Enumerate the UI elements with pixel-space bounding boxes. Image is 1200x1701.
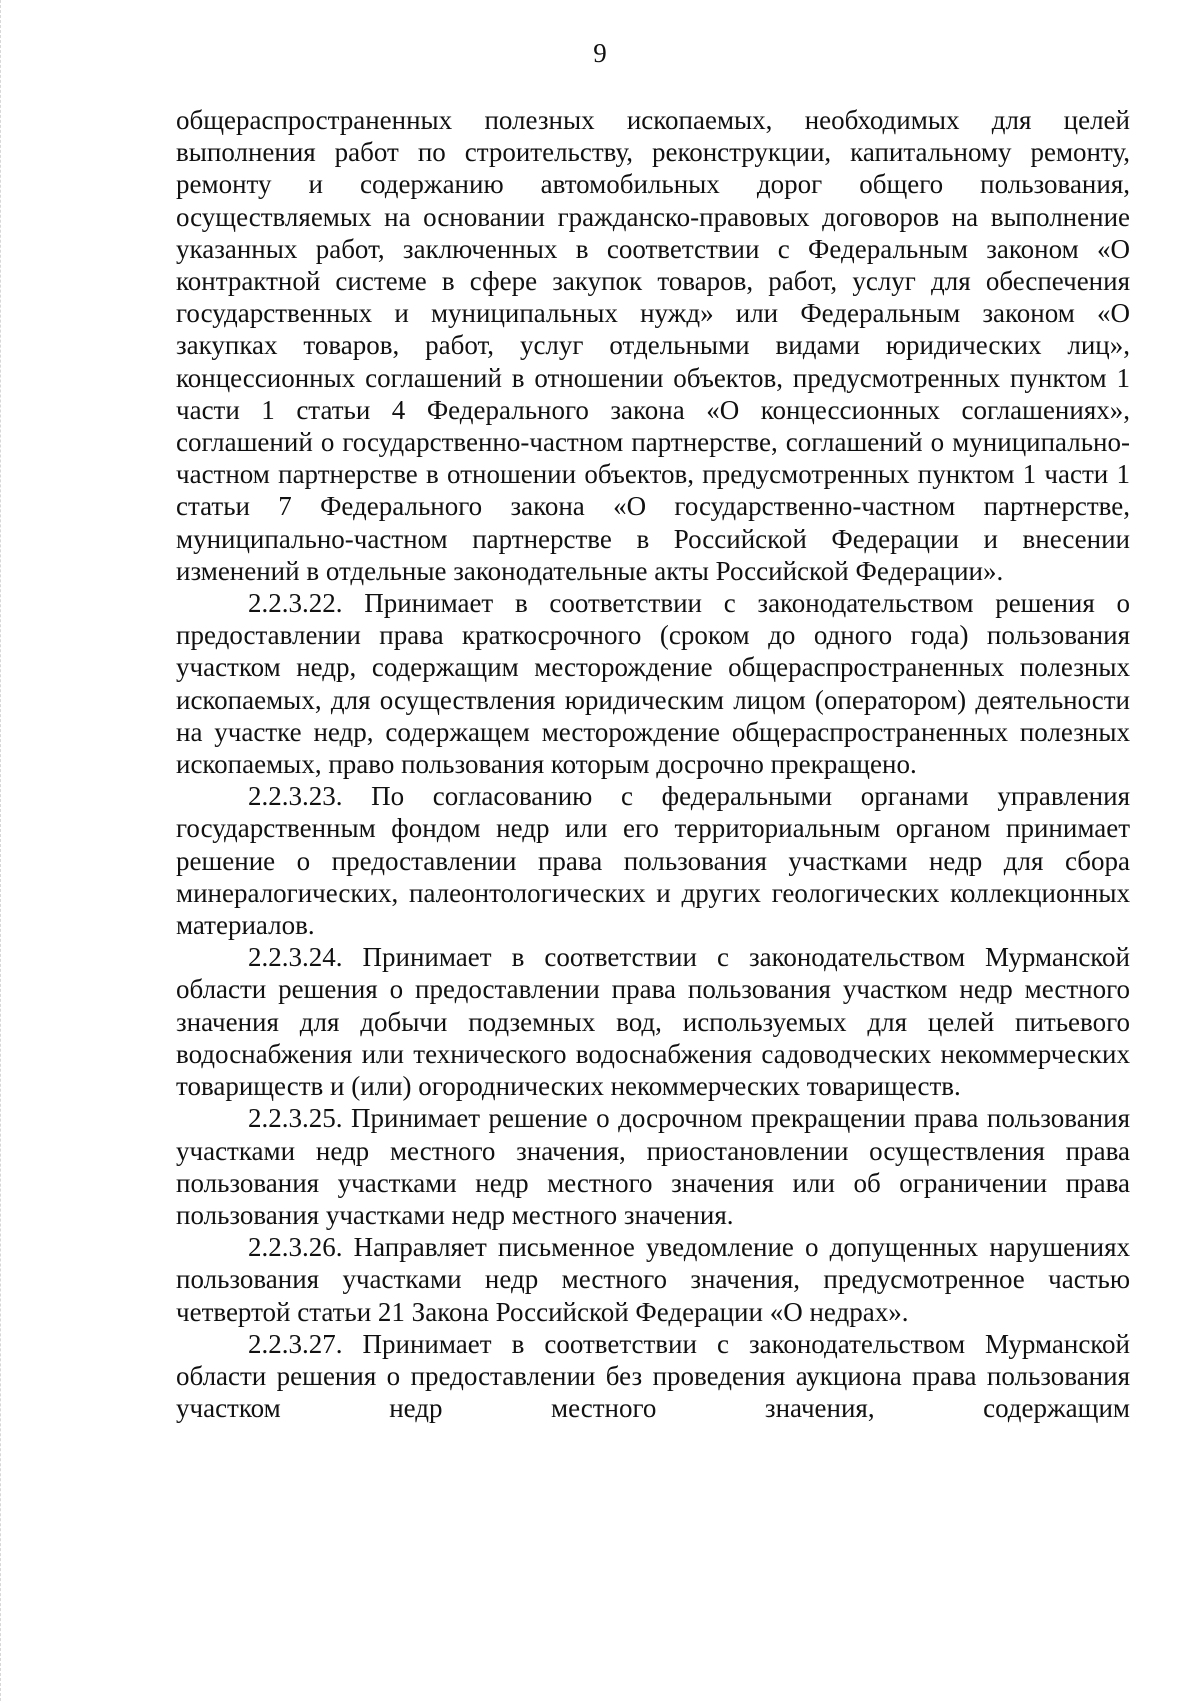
paragraph-2-2-3-22: 2.2.3.22. Принимает в соответствии с законодательством решения о предоставлении права краткосрочного (сроком до одного года) пользования участком недр, содержащим месторождение общераспространенных полезных ископаемых, для осуществления юридическим лицом (оператором) деятельности на участке недр, содержащем месторождение общераспространенных полезных ископаемых, право пользования которым досрочно прекращено. <box>176 588 1130 780</box>
paragraph-continuation: общераспространенных полезных ископаемых, необходимых для целей выполнения работ по строительству, реконструкции, капитальному ремонту, ремонту и содержанию автомобильных дорог общего пользования, осуществляемых на основании гражданско-правовых договоров на выполнение указанных работ, заключенных в соответствии с Федеральным законом «О контрактной системе в сфере закупок товаров, работ, услуг для обеспечения государственных и муниципальных нужд» или Федеральным законом «О закупках товаров, работ, услуг отдельными видами юридических лиц», концессионных соглашений в отношении объектов, предусмотренных пунктом 1 части 1 статьи 4 Федерального закона «О концессионных соглашениях», соглашений о государственно-частном партнерстве, соглашений о муниципально-частном партнерстве в отношении объектов, предусмотренных пунктом 1 части 1 статьи 7 Федерального закона «О государственно-частном партнерстве, муниципально-частном партнерстве в Российской Федерации и внесении изменений в отдельные законодательные акты Российской Федерации». <box>176 105 1130 586</box>
paragraph-2-2-3-24: 2.2.3.24. Принимает в соответствии с законодательством Мурманской области решения о предоставлении права пользования участком недр местного значения для добычи подземных вод, используемых для целей питьевого водоснабжения или технического водоснабжения садоводческих некоммерческих товариществ и (или) огороднических некоммерческих товариществ. <box>176 942 1130 1102</box>
paragraph-2-2-3-26: 2.2.3.26. Направляет письменное уведомление о допущенных нарушениях пользования участками недр местного значения, предусмотренное частью четвертой статьи 21 Закона Российской Федерации «О недрах». <box>176 1232 1130 1327</box>
paragraph-2-2-3-23: 2.2.3.23. По согласованию с федеральными органами управления государственным фондом недр или его территориальным органом принимает решение о предоставлении права пользования участками недр для сбора минералогических, палеонтологических и других геологических коллекционных материалов. <box>176 781 1130 941</box>
paragraph-2-2-3-27: 2.2.3.27. Принимает в соответствии с законодательством Мурманской области решения о предоставлении без проведения аукциона права пользования участком недр местного значения, содержащим <box>176 1328 1130 1424</box>
document-body <box>176 104 1130 1424</box>
page-number: 9 <box>593 38 607 68</box>
scan-edge-marks <box>0 0 5 1701</box>
paragraph-2-2-3-25: 2.2.3.25. Принимает решение о досрочном прекращении права пользования участками недр местного значения, приостановлении осуществления права пользования участками недр местного значения или об ограничении права пользования участками недр местного значения. <box>176 1103 1130 1230</box>
